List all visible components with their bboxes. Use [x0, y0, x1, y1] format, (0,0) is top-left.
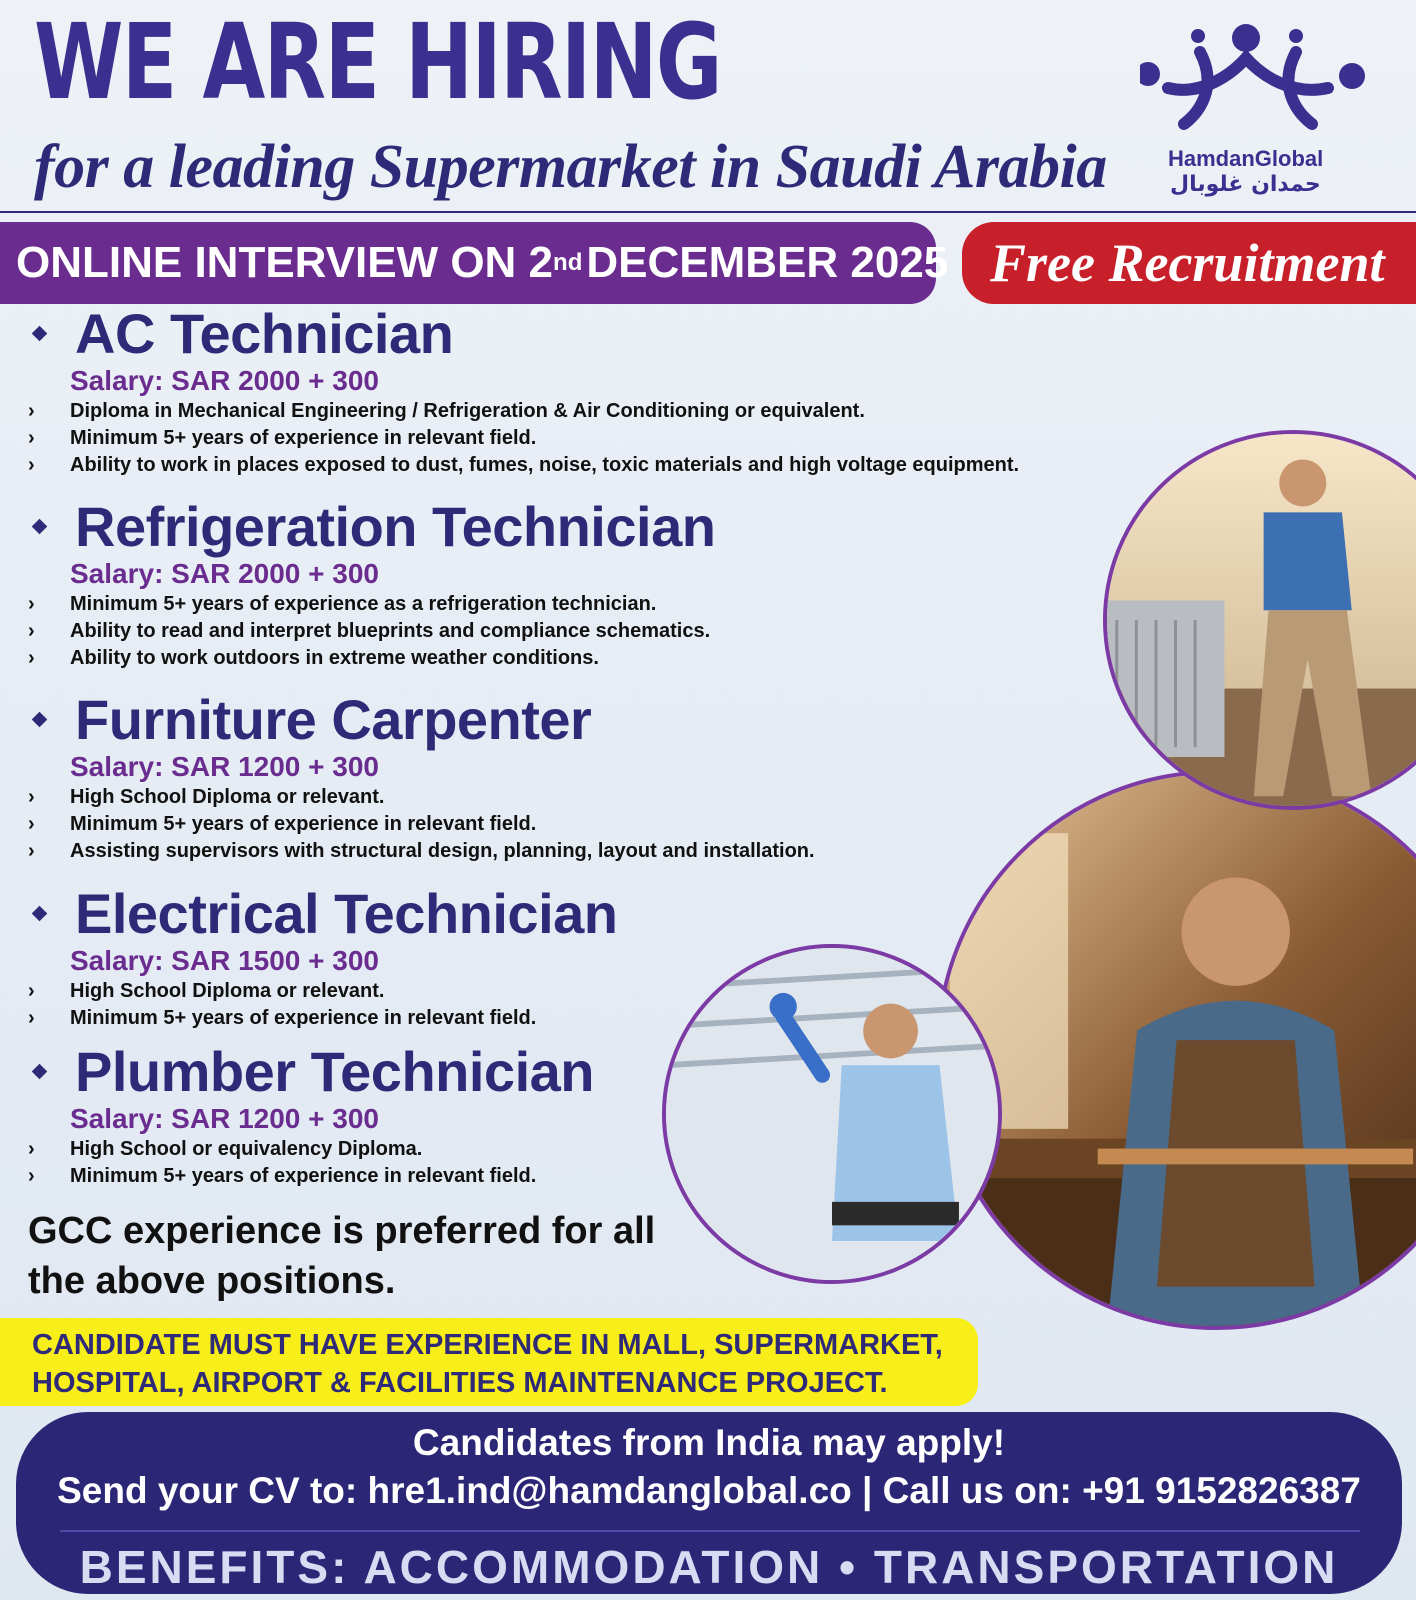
subheadline: for a leading Supermarket in Saudi Arabia: [34, 133, 1107, 201]
requirement-item: › Assisting supervisors with structural design, planning, layout and installation.: [22, 838, 1122, 865]
requirement-item: › Diploma in Mechanical Engineering / Refrigeration & Air Conditioning or equivalent.: [22, 398, 1122, 425]
diamond-bullet-icon: [32, 325, 48, 341]
requirement-item: › Minimum 5+ years of experience in relevant field.: [22, 811, 1122, 838]
job-title: Refrigeration Technician: [22, 495, 1122, 557]
chevron-right-icon: ›: [28, 1007, 35, 1029]
job-salary: Salary: SAR 1200 + 300: [70, 1103, 379, 1134]
header-divider: [0, 211, 1416, 213]
job-title: AC Technician: [22, 302, 1122, 364]
contact-details: Send your CV to: hre1.ind@hamdanglobal.co | Call us on: +91 9152826387: [57, 1470, 1361, 1511]
diamond-bullet-icon: [32, 518, 48, 534]
job-salary: Salary: SAR 1500 + 300: [70, 945, 379, 976]
chevron-right-icon: ›: [28, 1165, 35, 1187]
chevron-right-icon: ›: [28, 454, 35, 476]
requirement-item: › Minimum 5+ years of experience in relevant field.: [22, 1005, 1122, 1032]
requirement-item: › Minimum 5+ years of experience in relevant field.: [22, 1163, 1122, 1190]
india-candidates-note: Candidates from India may apply!: [412, 1422, 1006, 1463]
requirement-item: › Ability to work in places exposed to dust, fumes, noise, toxic materials and high voltage equipment.: [22, 452, 1122, 479]
logo-dot-center: [1232, 24, 1260, 52]
free-recruitment-banner: Free Recruitment: [962, 222, 1416, 304]
electrical-technician-photo: [662, 944, 1002, 1284]
interview-date-prefix: ONLINE INTERVIEW ON 2: [16, 238, 554, 287]
job-salary: Salary: SAR 1200 + 300: [70, 751, 379, 782]
logo-dot-small-right: [1289, 29, 1303, 43]
job-title: Furniture Carpenter: [22, 688, 1122, 750]
chevron-right-icon: ›: [28, 813, 35, 835]
chevron-right-icon: ›: [28, 980, 35, 1002]
job-salary: Salary: SAR 2000 + 300: [70, 558, 379, 589]
headline: WE ARE HIRING: [34, 1, 721, 123]
logo-dot-right: [1339, 63, 1365, 89]
requirement-item: › High School or equivalency Diploma.: [22, 1136, 1122, 1163]
ac-technician-photo: [1103, 430, 1416, 810]
logo-dot-small-left: [1191, 29, 1205, 43]
logo-name-english: HamdanGlobal: [1168, 146, 1324, 171]
benefits-line: BENEFITS: ACCOMMODATION • TRANSPORTATION: [79, 1541, 1339, 1593]
experience-note-line2: HOSPITAL, AIRPORT & FACILITIES MAINTENANCE PROJECT.: [32, 1367, 888, 1399]
job-title: Electrical Technician: [22, 882, 1122, 944]
chevron-right-icon: ›: [28, 647, 35, 669]
logo-name-arabic: حمدان غلوبال: [1170, 172, 1321, 197]
logo-dot-left: [1140, 62, 1160, 86]
requirement-item: › Minimum 5+ years of experience as a refrigeration technician.: [22, 591, 1122, 618]
job-salary: Salary: SAR 2000 + 300: [70, 365, 379, 396]
chevron-right-icon: ›: [28, 840, 35, 862]
experience-requirement-banner: [0, 1318, 978, 1406]
chevron-right-icon: ›: [28, 1138, 35, 1160]
chevron-right-icon: ›: [28, 786, 35, 808]
requirement-item: › Minimum 5+ years of experience in relevant field.: [22, 425, 1122, 452]
job-refrigeration-technician: [22, 495, 1122, 672]
diamond-bullet-icon: [32, 905, 48, 921]
diamond-bullet-icon: [32, 711, 48, 727]
requirement-item: › Ability to read and interpret blueprints and compliance schematics.: [22, 618, 1122, 645]
chevron-right-icon: ›: [28, 400, 35, 422]
interview-banner: [0, 222, 949, 304]
requirement-item: › Ability to work outdoors in extreme weather conditions.: [22, 645, 1122, 672]
requirement-item: › High School Diploma or relevant.: [22, 978, 1122, 1005]
footer-divider: [60, 1530, 1360, 1532]
diamond-bullet-icon: [32, 1063, 48, 1079]
interview-date-suffix: DECEMBER 2025: [586, 238, 949, 287]
chevron-right-icon: ›: [28, 620, 35, 642]
chevron-right-icon: ›: [28, 593, 35, 615]
chevron-right-icon: ›: [28, 427, 35, 449]
experience-note-line1: CANDIDATE MUST HAVE EXPERIENCE IN MALL, SUPERMARKET,: [32, 1329, 943, 1361]
job-title: Plumber Technician: [22, 1040, 1122, 1102]
interview-date-ordinal: nd: [553, 249, 583, 276]
job-furniture-carpenter: [22, 688, 1122, 865]
job-ac-technician: [22, 302, 1122, 479]
logo-stroke-arc: [1168, 58, 1328, 90]
requirement-item: › High School Diploma or relevant.: [22, 784, 1122, 811]
gcc-experience-note: GCC experience is preferred for all the above positions.: [28, 1210, 656, 1302]
